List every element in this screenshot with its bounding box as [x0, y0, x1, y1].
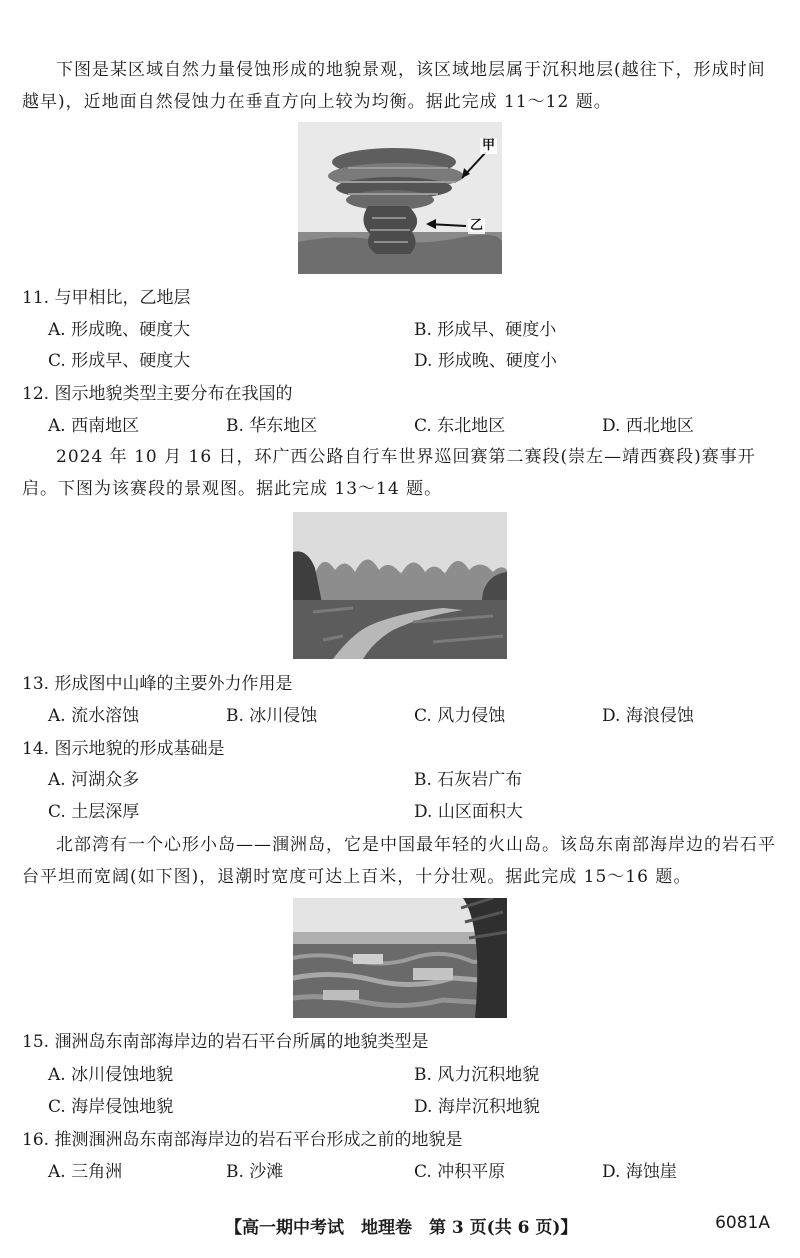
- q12-option-b[interactable]: B. 华东地区: [226, 416, 318, 436]
- question-12-stem: 12. 图示地貌类型主要分布在我国的: [22, 384, 293, 404]
- rock-platform-photo: [293, 898, 507, 1018]
- karst-landscape-photo: [293, 512, 507, 659]
- footer-page-info: 【高一期中考试 地理卷 第 3 页(共 6 页)】: [225, 1218, 578, 1238]
- q14-option-d[interactable]: D. 山区面积大: [414, 802, 523, 822]
- question-15-stem: 15. 涠洲岛东南部海岸边的岩石平台所属的地貌类型是: [22, 1032, 429, 1052]
- q15-option-c[interactable]: C. 海岸侵蚀地貌: [48, 1097, 174, 1117]
- q16-option-c[interactable]: C. 冲积平原: [414, 1162, 506, 1182]
- q11-option-b[interactable]: B. 形成早、硬度小: [414, 320, 557, 340]
- q12-option-a[interactable]: A. 西南地区: [48, 416, 140, 436]
- q11-option-c[interactable]: C. 形成早、硬度大: [48, 351, 191, 371]
- q14-option-a[interactable]: A. 河湖众多: [48, 770, 140, 790]
- q11-option-a[interactable]: A. 形成晚、硬度大: [48, 320, 191, 340]
- question-14-stem: 14. 图示地貌的形成基础是: [22, 739, 225, 759]
- q13-option-a[interactable]: A. 流水溶蚀: [48, 706, 140, 726]
- q16-option-d[interactable]: D. 海蚀崖: [602, 1162, 677, 1182]
- q13-option-b[interactable]: B. 冰川侵蚀: [226, 706, 318, 726]
- page-footer: [0, 1213, 800, 1243]
- q14-option-b[interactable]: B. 石灰岩广布: [414, 770, 523, 790]
- q14-option-c[interactable]: C. 土层深厚: [48, 802, 140, 822]
- footer-paper-code: 6081A: [715, 1213, 770, 1233]
- question-16-stem: 16. 推测涠洲岛东南部海岸边的岩石平台形成之前的地貌是: [22, 1130, 463, 1150]
- q16-option-b[interactable]: B. 沙滩: [226, 1162, 284, 1182]
- label-yi: 乙: [470, 218, 484, 233]
- q11-option-d[interactable]: D. 形成晚、硬度小: [414, 351, 557, 371]
- q12-option-d[interactable]: D. 西北地区: [602, 416, 694, 436]
- passage-intro-11-12: 下图是某区域自然力量侵蚀形成的地貌景观，该区域地层属于沉积地层(越往下，形成时间越早)，近地面自然侵蚀力在垂直方向上较为均衡。据此完成 11～12 题。: [22, 60, 766, 112]
- question-11-stem: 11. 与甲相比，乙地层: [22, 288, 191, 308]
- passage-intro-13-14: 2024 年 10 月 16 日，环广西公路自行车世界巡回赛第二赛段(崇左—靖西赛段)赛事开启。下图为该赛段的景观图。据此完成 13～14 题。: [22, 447, 756, 499]
- q13-option-d[interactable]: D. 海浪侵蚀: [602, 706, 694, 726]
- q16-option-a[interactable]: A. 三角洲: [48, 1162, 123, 1182]
- q15-option-d[interactable]: D. 海岸沉积地貌: [414, 1097, 540, 1117]
- q13-option-c[interactable]: C. 风力侵蚀: [414, 706, 506, 726]
- q15-option-a[interactable]: A. 冰川侵蚀地貌: [48, 1065, 174, 1085]
- label-jia: 甲: [482, 138, 496, 153]
- q15-option-b[interactable]: B. 风力沉积地貌: [414, 1065, 540, 1085]
- mushroom-rock-photo: [298, 122, 502, 274]
- q12-option-c[interactable]: C. 东北地区: [414, 416, 506, 436]
- question-13-stem: 13. 形成图中山峰的主要外力作用是: [22, 674, 293, 694]
- passage-intro-15-16: 北部湾有一个心形小岛——涠洲岛，它是中国最年轻的火山岛。该岛东南部海岸边的岩石平台平坦而宽阔(如下图)，退潮时宽度可达上百米，十分壮观。据此完成 15～16 题。: [22, 835, 776, 887]
